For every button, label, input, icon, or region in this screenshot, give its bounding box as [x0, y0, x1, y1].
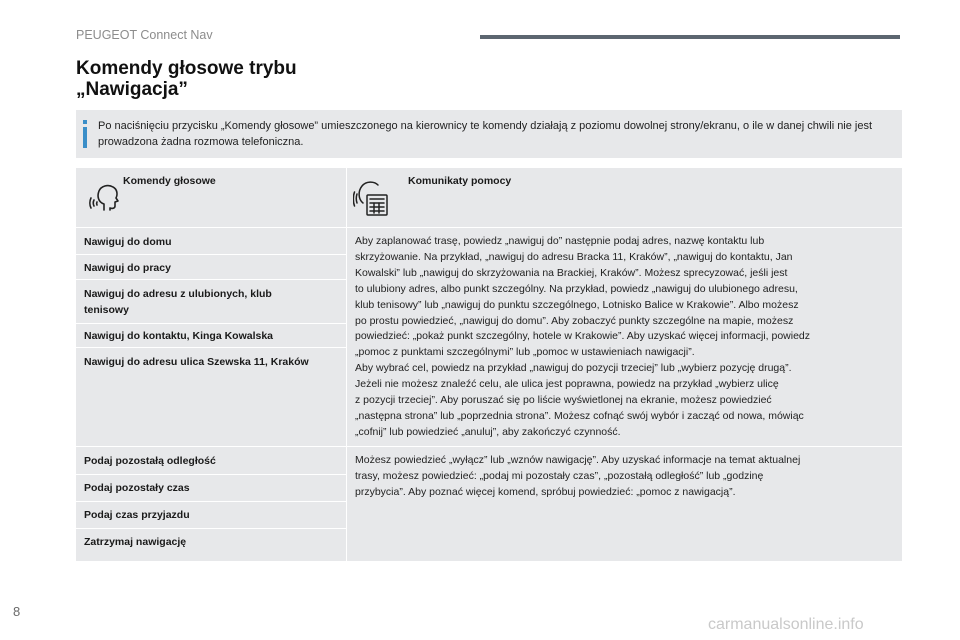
command-item: Podaj pozostałą odległość [84, 455, 216, 467]
divider [76, 474, 346, 475]
header-label: PEUGEOT Connect Nav [76, 28, 213, 42]
command-item: Nawiguj do adresu ulica Szewska 11, Kraków [84, 356, 309, 368]
voice-help-screen-icon [353, 177, 393, 221]
page-number: 8 [13, 604, 21, 619]
voice-command-icon [88, 180, 124, 216]
header-rule [480, 35, 900, 39]
divider [76, 528, 346, 529]
voice-commands-table [76, 168, 902, 561]
help-line: Jeżeli nie możesz znaleźć celu, ale ulica jest poprawna, powiedz na przykład „wybierz ulicę [355, 378, 779, 391]
help-line: powiedzieć: „pokaż punkt szczególny, hotele w Krakowie”. Aby uzyskać więcej informacji, powiedz [355, 330, 811, 343]
command-item: Zatrzymaj nawigację [84, 536, 187, 548]
divider [76, 323, 346, 324]
command-item: Podaj pozostały czas [84, 482, 190, 494]
col2-header [347, 168, 902, 227]
info-box [76, 110, 902, 158]
help-line: Możesz powiedzieć „wyłącz” lub „wznów nawigację”. Aby uzyskać informacje na temat aktualnej [355, 454, 801, 466]
help-line: Kowalski” lub „nawiguj do skrzyżowania na Brackiej, Kraków”. Możesz sprecyzować, jeśli jest [355, 266, 788, 279]
help-line: trasy, możesz powiedzieć: „podaj mi pozostały czas”, „pozostałą odległość” lub „godzinę [355, 469, 764, 482]
help-text-navigation [355, 234, 890, 441]
help-line: „cofnij” lub powiedzieć „anuluj”, aby zakończyć czynność. [355, 425, 621, 438]
info-text: Po naciśnięciu przycisku „Komendy głosowe” umieszczonego na kierownicy te komendy działają z poziomu dowolnej strony/ekranu, o ile w danej chwili nie jest prowadzona żadna rozmowa telefoniczna. [98, 120, 873, 148]
col1-header-label: Komendy głosowe [123, 175, 216, 187]
help-line: po prostu powiedzieć, „nawiguj do domu”. Aby zobaczyć punkty szczególne na mapie, możesz [355, 314, 794, 327]
divider [76, 254, 346, 255]
divider [76, 227, 902, 228]
divider [76, 501, 346, 502]
help-line: „pomoc z punktami szczególnymi” lub „pomoc w ustawieniach nawigacji”. [355, 346, 695, 359]
watermark: carmanualsonline.info [708, 616, 864, 633]
divider [76, 446, 902, 447]
help-line: z pozycji trzeciej”. Aby poruszać się po liście wyświetlonej na ekranie, możesz powiedzieć [355, 394, 772, 407]
divider [76, 347, 346, 348]
command-item: Podaj czas przyjazdu [84, 509, 190, 521]
divider [346, 168, 347, 561]
help-line: przybycia”. Aby poznać więcej komend, spróbuj powiedzieć: „pomoc z nawigacją”. [355, 485, 736, 498]
command-item: Nawiguj do adresu z ulubionych, klub tenisowy [84, 288, 272, 316]
page-title-line1: Komendy głosowe trybu [76, 58, 297, 79]
help-line: klub tenisowy” lub „nawiguj do punktu szczególnego, Lotnisko Balice w Krakowie”. Albo możesz [355, 298, 799, 311]
help-line: skrzyżowanie. Na przykład, „nawiguj do adresu Bracka 11, Kraków”, „nawiguj do kontaktu, Jan [355, 250, 793, 263]
help-line: „następna strona” lub „poprzednia strona”. Możesz cofnąć swój wybór i zacząć od nowa, mówiąc [355, 409, 804, 422]
info-icon [83, 120, 87, 148]
command-item: Nawiguj do kontaktu, Kinga Kowalska [84, 330, 274, 342]
command-item: Nawiguj do domu [84, 236, 172, 248]
col1-header [76, 168, 346, 227]
help-line: Aby zaplanować trasę, powiedz „nawiguj do” następnie podaj adres, nazwę kontaktu lub [355, 235, 765, 247]
help-text-route-info [355, 453, 890, 501]
page-title-line2: „Nawigacja” [76, 79, 188, 100]
command-item: Nawiguj do pracy [84, 262, 171, 274]
divider [76, 279, 346, 280]
col2-header-label: Komunikaty pomocy [408, 175, 512, 187]
help-line: Aby wybrać cel, powiedz na przykład „nawiguj do pozycji trzeciej” lub „wybierz pozycję drugą”. [355, 362, 792, 375]
page-title [76, 58, 476, 100]
help-line: to ulubiony adres, albo punkt szczególny. Na przykład, powiedz „nawiguj do ulubionego adresu, [355, 282, 798, 295]
